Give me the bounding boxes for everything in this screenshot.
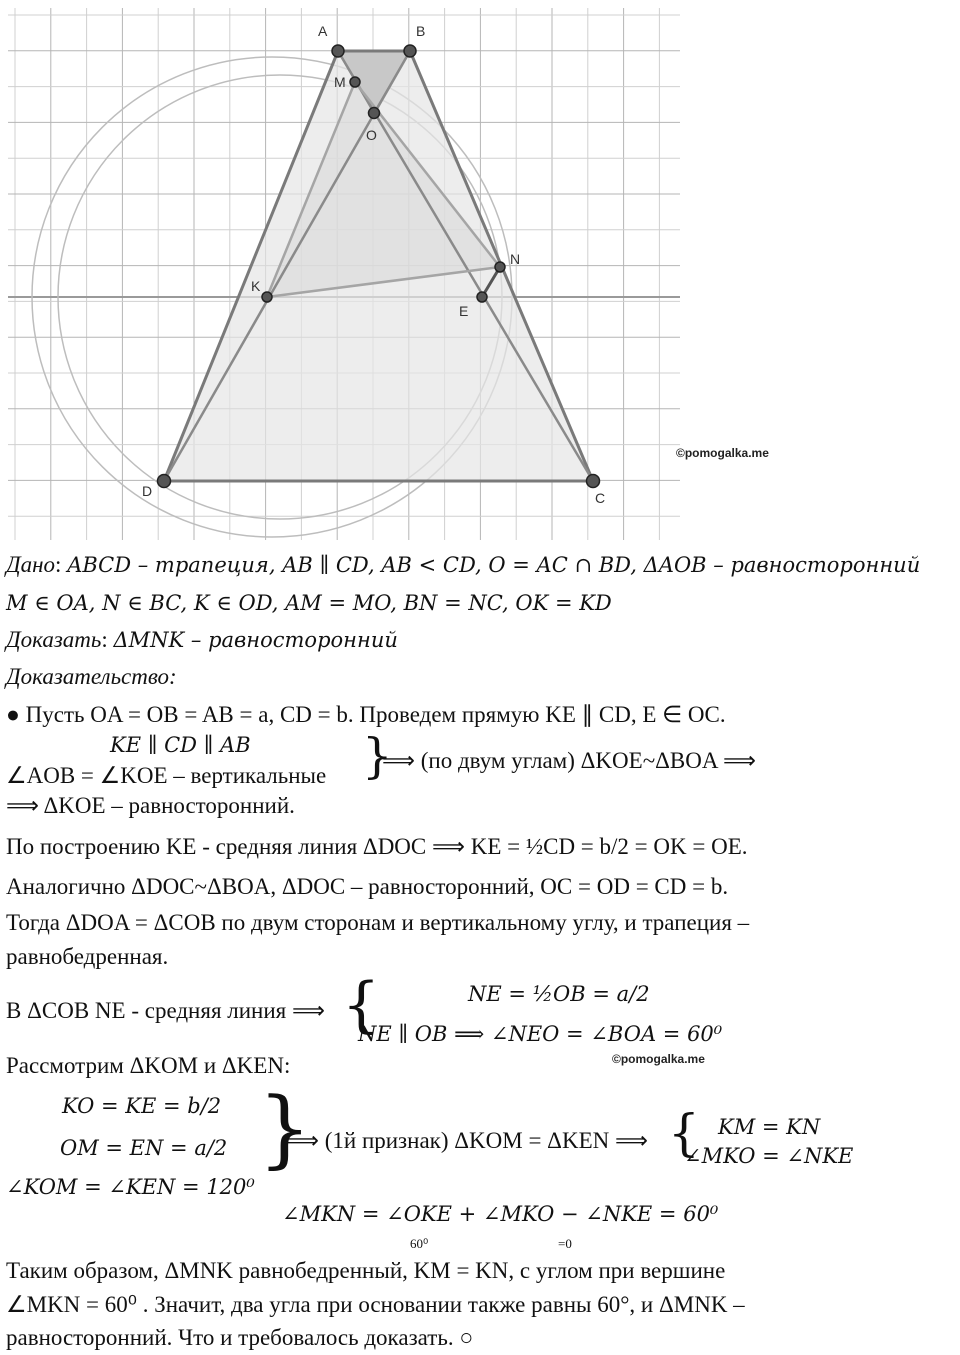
prove-line: Доказать: ΔMNK – равносторонний bbox=[6, 627, 398, 652]
system4-line-b: ∠MKO = ∠NKE bbox=[684, 1144, 854, 1168]
label-e: E bbox=[459, 303, 469, 319]
geometry-figure bbox=[0, 0, 680, 545]
system1-line-a: KE ∥ CD ∥ AB bbox=[110, 733, 251, 757]
prove-label: Доказать bbox=[6, 627, 102, 652]
point-a bbox=[332, 45, 344, 57]
system3-line-a: KO = KE = b/2 bbox=[62, 1094, 222, 1118]
watermark-2: ©pomogalka.me bbox=[612, 1052, 705, 1066]
watermark: ©pomogalka.me bbox=[676, 446, 769, 460]
system1-line-b: ∠AOB = ∠KOE – вертикальные bbox=[6, 763, 327, 788]
given-label: Дано bbox=[6, 552, 56, 577]
system4-brace: { bbox=[668, 1104, 700, 1162]
label-m: M bbox=[334, 74, 346, 90]
proof-p5: Тогда ΔDOA = ΔCOB по двум сторонам и вертикальному углу, и трапеция – bbox=[6, 910, 750, 935]
point-c bbox=[587, 475, 600, 488]
label-c: C bbox=[595, 490, 606, 506]
proof-p6: равнобедренная. bbox=[6, 944, 169, 969]
proof-p3: По построению KE - средняя линия ΔDOC ⟹ KE = ½CD = b/2 = OK = OE. bbox=[6, 834, 748, 859]
proof-p4: Аналогично ΔDOC~ΔBOA, ΔDOC – равносторонний, OC = OD = CD = b. bbox=[6, 874, 729, 899]
point-m bbox=[350, 77, 360, 87]
point-n bbox=[495, 262, 505, 272]
system1-brace: } bbox=[362, 728, 393, 784]
given-text-1: ABCD – трапеция, AB ∥ CD, AB < CD, O = AC ∩ BD, ΔAOB – равносторонний bbox=[67, 553, 921, 577]
label-k: K bbox=[251, 278, 261, 294]
proof-p8: Рассмотрим ΔKOM и ΔKEN: bbox=[6, 1053, 291, 1078]
prove-text: ΔMNK – равносторонний bbox=[113, 628, 398, 652]
system2-line-a: NE = ½OB = a/2 bbox=[468, 982, 650, 1006]
label-d: D bbox=[142, 483, 153, 499]
given-line-2 bbox=[6, 590, 612, 616]
system3-result: ⟹ (1й признак) ΔKOM = ΔKEN ⟹ bbox=[286, 1128, 648, 1153]
system3-brace: } bbox=[258, 1079, 312, 1177]
proof-label: Доказательство: bbox=[6, 664, 177, 689]
point-d bbox=[158, 475, 171, 488]
point-o bbox=[369, 108, 380, 119]
proof-p1: ● Пусть OA = OB = AB = a, CD = b. Проведем прямую KE ∥ CD, E ∈ OC. bbox=[6, 702, 726, 727]
system1-result: ⟹ (по двум углам) ΔKOE~ΔBOA ⟹ bbox=[382, 748, 756, 773]
proof-p11: равносторонний. Что и требовалось доказать. ○ bbox=[6, 1325, 474, 1350]
proof-p7-lead: В ΔCOB NE - средняя линия ⟹ bbox=[6, 998, 325, 1023]
point-b bbox=[404, 45, 416, 57]
system4-line-a: KM = KN bbox=[718, 1115, 821, 1139]
given-text-2: M ∈ OA, N ∈ BC, K ∈ OD, AM = MO, BN = NC, OK = KD bbox=[6, 591, 612, 615]
underbrace-label-2: =0 bbox=[558, 1236, 572, 1251]
underbrace-label-1: 60⁰ bbox=[410, 1236, 429, 1251]
system2-brace: { bbox=[342, 970, 381, 1040]
label-o: O bbox=[366, 127, 377, 143]
system2-line-b: NE ∥ OB ⟹ ∠NEO = ∠BOA = 60⁰ bbox=[358, 1022, 723, 1046]
label-a: A bbox=[318, 23, 328, 39]
proof-p2: ⟹ ΔKOE – равносторонний. bbox=[6, 793, 295, 818]
point-k bbox=[262, 292, 272, 302]
proof-p9: Таким образом, ΔMNK равнобедренный, KM = KN, с углом при вершине bbox=[6, 1258, 726, 1283]
label-n: N bbox=[510, 251, 521, 267]
angle-equation: ∠MKN = ∠OKE + ∠MKO − ∠NKE = 60⁰ bbox=[282, 1202, 719, 1226]
system3-line-c: ∠KOM = ∠KEN = 120⁰ bbox=[6, 1175, 255, 1199]
label-b: B bbox=[416, 23, 426, 39]
point-e bbox=[477, 292, 487, 302]
proof-p10: ∠MKN = 60⁰ . Значит, два угла при основании также равны 60°, и ΔMNK – bbox=[6, 1292, 745, 1317]
system3-line-b: OM = EN = a/2 bbox=[60, 1136, 228, 1160]
given-line-1: Дано: ABCD – трапеция, AB ∥ CD, AB < CD, O = AC ∩ BD, ΔAOB – равносторонний bbox=[6, 552, 921, 577]
